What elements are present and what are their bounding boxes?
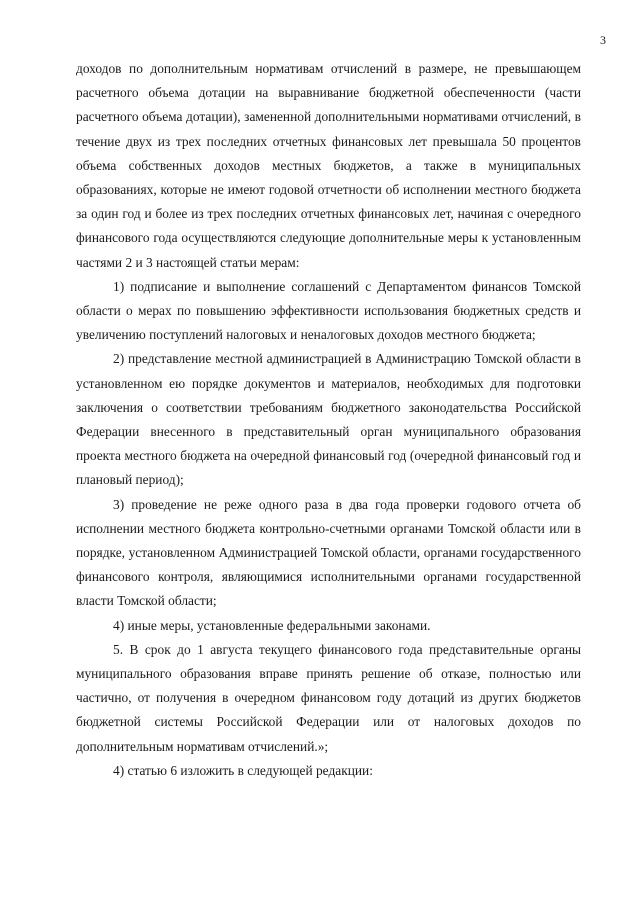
page-number: 3 [600, 33, 606, 47]
document-body [76, 57, 581, 783]
paragraph-continuation: доходов по дополнительным нормативам отчислений в размере, не превышающем расчетного объема дотации на выравнивание бюджетной обеспеченности (части расчетного объема дотации), замененной дополнительными нормативами отчислений, в течение двух из трех последних отчетных финансовых лет превышала 50 процентов объема собственных доходов местных бюджетов, а также в муниципальных образованиях, которые не имеют годовой отчетности об исполнении местного бюджета за один год и более из трех последних отчетных финансовых лет, начиная с очередного финансового года осуществляются следующие дополнительные меры к установленным частями 2 и 3 настоящей статьи мерам: [76, 61, 581, 270]
paragraph-item-2: 2) представление местной администрацией в Администрацию Томской области в установленном ею порядке документов и материалов, необходимых для подготовки заключения о соответствии требованиям бюджетного законодательства Российской Федерации внесенного в представительный орган муниципального образования проекта местного бюджета на очередной финансовый год (очередной финансовый год и плановый период); [76, 351, 581, 488]
paragraph-section-5: 5. В срок до 1 августа текущего финансового года представительные органы муниципального образования вправе принять решение об отказе, полностью или частично, от получения в очередном финансовом году дотаций из других бюджетов бюджетной системы Российской Федерации или от налоговых доходов по дополнительным нормативам отчислений.»; [76, 641, 581, 754]
paragraph-item-3: 3) проведение не реже одного раза в два года проверки годового отчета об исполнении местного бюджета контрольно-счетными органами Томской области или в порядке, установленном Администрацией Томской области, органами государственного финансового контроля, являющимися исполнительными органами государственной власти Томской области; [76, 496, 581, 609]
paragraph-item-1: 1) подписание и выполнение соглашений с Департаментом финансов Томской области о мерах по повышению эффективности использования бюджетных средств и увеличению поступлений налоговых и неналоговых доходов местного бюджета; [76, 278, 581, 343]
paragraph-amendment-4: 4) статью 6 изложить в следующей редакции: [113, 762, 373, 778]
paragraph-item-4: 4) иные меры, установленные федеральными законами. [113, 617, 431, 633]
